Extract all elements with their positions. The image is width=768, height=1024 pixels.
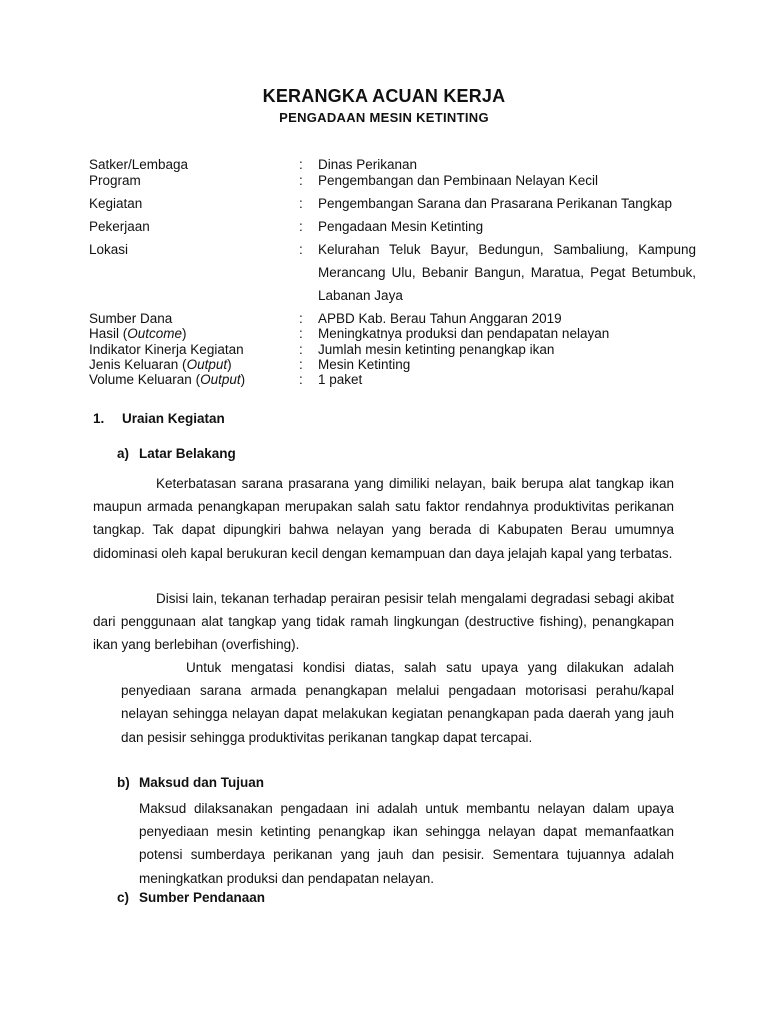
meta-value: Mesin Ketinting [318, 357, 411, 372]
subsection-a-heading: Latar Belakang [139, 446, 236, 461]
meta-label: Hasil (Outcome) [89, 326, 187, 341]
section-1-heading: Uraian Kegiatan [122, 411, 225, 426]
section-1-number: 1. [93, 411, 105, 426]
meta-label: Sumber Dana [89, 311, 173, 326]
meta-label: Program [89, 173, 141, 188]
meta-value: Pengembangan dan Pembinaan Nelayan Kecil [318, 173, 598, 188]
meta-value: APBD Kab. Berau Tahun Anggaran 2019 [318, 311, 562, 326]
meta-colon: : [299, 326, 303, 341]
meta-label: Pekerjaan [89, 219, 150, 234]
paragraph-maksud-tujuan: Maksud dilaksanakan pengadaan ini adalah untuk membantu nelayan dalam upaya penyediaan mesin ketinting penangkap ikan sehingga nelayan dapat memanfaatkan potensi sumberdaya perikanan yang jauh dan pesisir. Sementara tujuannya adalah meningkatkan produksi dan pendapatan nelayan. [139, 801, 674, 886]
subsection-c-number: c) [117, 890, 130, 905]
meta-value: Meningkatnya produksi dan pendapatan nelayan [318, 326, 610, 341]
meta-colon: : [299, 242, 303, 257]
subsection-b-number: b) [117, 775, 130, 790]
meta-label: Lokasi [89, 242, 129, 257]
meta-label: Volume Keluaran (Output) [89, 372, 246, 387]
meta-label: Kegiatan [89, 196, 143, 211]
subsection-b-heading: Maksud dan Tujuan [139, 775, 265, 790]
meta-colon: : [299, 196, 303, 211]
meta-value: 1 paket [318, 372, 363, 387]
meta-value: Kelurahan Teluk Bayur, Bedungun, Sambaliung, Kampung Merancang Ulu, Bebanir Bangun, Maratua, Pegat Betumbuk, Labanan Jaya [318, 242, 696, 303]
subsection-a-number: a) [117, 446, 130, 461]
meta-colon: : [299, 342, 303, 357]
subsection-c-heading: Sumber Pendanaan [139, 890, 266, 905]
meta-value: Pengembangan Sarana dan Prasarana Perikanan Tangkap [318, 196, 673, 211]
meta-value: Dinas Perikanan [318, 157, 418, 172]
meta-value: Jumlah mesin ketinting penangkap ikan [318, 342, 555, 357]
meta-label: Indikator Kinerja Kegiatan [89, 342, 244, 357]
meta-colon: : [299, 157, 303, 172]
meta-value: Pengadaan Mesin Ketinting [318, 219, 484, 234]
meta-colon: : [299, 219, 303, 234]
meta-label: Satker/Lembaga [89, 157, 189, 172]
meta-colon: : [299, 311, 303, 326]
meta-colon: : [299, 173, 303, 188]
paragraph-latar-belakang-1: Keterbatasan sarana prasarana yang dimiliki nelayan, baik berupa alat tangkap ikan maupun armada penangkapan merupakan salah satu faktor rendahnya produktivitas perikanan tangkap. Tak dapat dipungkiri bahwa nelayan yang berada di Kabupaten Berau umumnya didominasi oleh kapal berukuran kecil dengan kemampuan dan daya jelajah kapal yang terbatas. [93, 476, 674, 561]
paragraph-latar-belakang-2: Disisi lain, tekanan terhadap perairan pesisir telah mengalami degradasi sebagi akibat dari penggunaan alat tangkap yang tidak ramah lingkungan (destructive fishing), penangkapan ikan yang berlebihan (overfishing). [93, 591, 674, 653]
document-subtitle: PENGADAAN MESIN KETINTING [279, 110, 489, 125]
paragraph-latar-belakang-3: Untuk mengatasi kondisi diatas, salah satu upaya yang dilakukan adalah penyediaan sarana armada penangkapan melalui pengadaan motorisasi perahu/kapal nelayan sehingga nelayan dapat melakukan kegiatan penangkapan pada daerah yang jauh dan pesisir sehingga produktivitas perikanan tangkap dapat tercapai. [121, 660, 674, 745]
document-title: KERANGKA ACUAN KERJA [262, 86, 506, 106]
meta-colon: : [299, 372, 303, 387]
meta-colon: : [299, 357, 303, 372]
meta-label: Jenis Keluaran (Output) [89, 357, 232, 372]
